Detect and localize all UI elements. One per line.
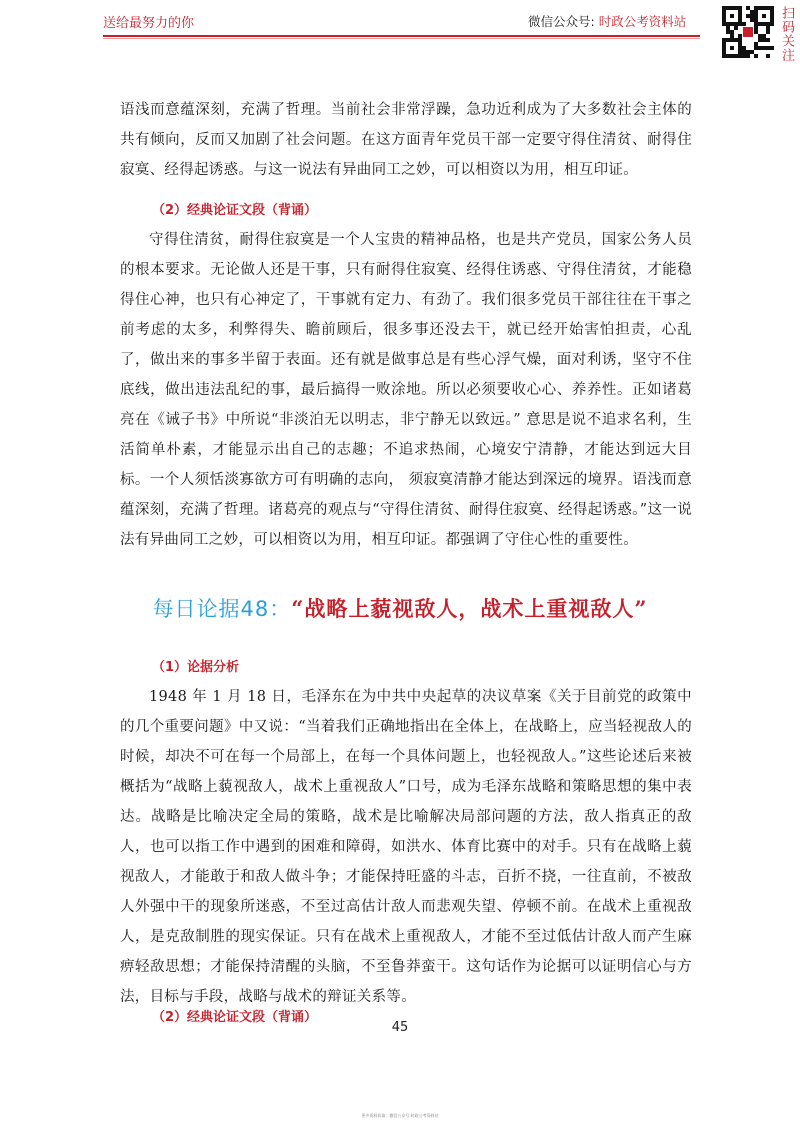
- header-rule-thin: [103, 38, 700, 39]
- scan-label: 扫码关注: [779, 6, 794, 62]
- section-title-quote: “战略上藐视敌人，战术上重视敌人”: [291, 596, 648, 621]
- header-wechat: [528, 12, 686, 30]
- wechat-prefix: 微信公众号:: [528, 14, 599, 29]
- section-title-lead: 每日论据48：: [152, 597, 292, 621]
- header-rule: [103, 35, 700, 37]
- page-number: 45: [391, 1020, 409, 1035]
- header-slogan: 送给最努力的你: [103, 16, 195, 31]
- subheading-classic-1: （2）经典论证文段（背诵）: [152, 203, 318, 218]
- subheading-classic-2: （2）经典论证文段（背诵）: [152, 1010, 318, 1025]
- paragraph-classic-1: 守得住清贫，耐得住寂寞是一个人宝贵的精神品格，也是共产党员，国家公务人员的根本要求。无论做人还是干事，只有耐得住寂寞、经得住诱惑、守得住清贫，才能稳得住心神，也只有心神定了，干事就有定力、有劲了。我们很多党员干部往往在干事之前考虑的太多，利弊得失、瞻前顾后，很多事还没去干，就已经开始害怕担责，心乱了，做出来的事多半留于表面。还有就是做事总是有些心浮气燥，面对利诱，坚守不住底线，做出违法乱纪的事，最后搞得一败涂地。所以必须要收心心、养养性。正如诸葛亮在《诫子书》中所说“非淡泊无以明志，非宁静无以致远。” 意思是说不追求名利，生活简单朴素，才能显示出自己的志趣；不追求热闹，心境安宁清静，才能达到远大目标。一个人须恬淡寡欲方可有明确的志向， 须寂寞清静才能达到深远的境界。语浅而意蕴深刻，充满了哲理。诸葛亮的观点与“守得住清贫、耐得住寂寞、经得起诱惑。”这一说法有异曲同工之妙，可以相资以为用，相互印证。都强调了守住心性的重要性。: [120, 232, 692, 548]
- paragraph-intro: 语浅而意蕴深刻，充满了哲理。当前社会非常浮躁，急功近利成为了大多数社会主体的共有倾向，反而又加剧了社会问题。在这方面青年党员干部一定要守得住清贫、耐得住寂寞、经得起诱惑。与这一说法有异曲同工之妙，可以相资以为用，相互印证。: [120, 102, 692, 178]
- wechat-name: 时政公考资料站: [598, 14, 687, 29]
- qr-logo-icon: [742, 26, 754, 38]
- subheading-analysis: （1）论据分析: [152, 660, 240, 675]
- footer-note: 更多资料获取：微信公众号 时政公考资料站: [361, 1113, 439, 1118]
- paragraph-analysis: 1948 年 1 月 18 日，毛泽东在为中共中央起草的决议草案《关于目前党的政策中的几个重要问题》中又说：“当着我们正确地指出在全体上，在战略上，应当轻视敌人的时候，却决不可在每一个局部上，在每一个具体问题上，也轻视敌人。”这些论述后来被概括为“战略上藐视敌人，战术上重视敌人”口号，成为毛泽东战略和策略思想的集中表达。战略是比喻决定全局的策略，战术是比喻解决局部问题的方法，敌人指真正的敌人，也可以指工作中遇到的困难和障碍，如洪水、体育比赛中的对手。只有在战略上藐视敌人，才能敢于和敌人做斗争；才能保持旺盛的斗志，百折不挠，一往直前，不被敌人外强中干的现象所迷惑，不至过高估计敌人而悲观失望、停顿不前。在战术上重视敌人，是克敌制胜的现实保证。只有在战术上重视敌人，才能不至过低估计敌人而产生麻痹轻敌思想；才能保持清醒的头脑，不至鲁莽蛮干。这句话作为论据可以证明信心与方法，目标与手段，战略与战术的辩证关系等。: [120, 689, 692, 1005]
- section-title: [0, 593, 800, 623]
